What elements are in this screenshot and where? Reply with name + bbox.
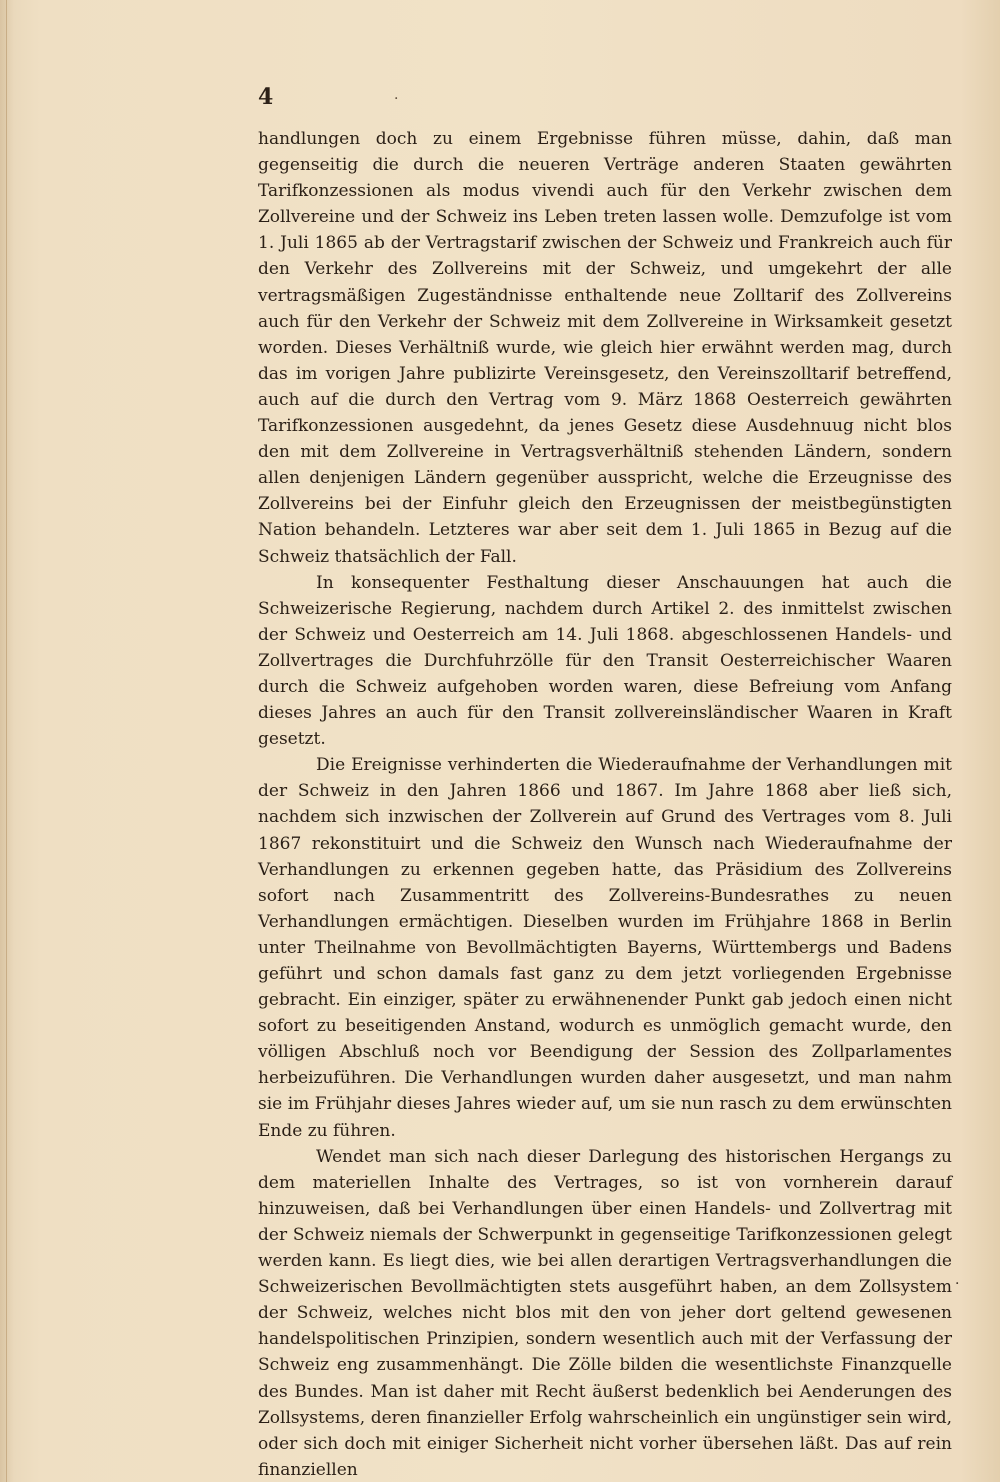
margin-mark: · bbox=[955, 1276, 960, 1292]
header-mark: · bbox=[394, 91, 399, 107]
body-text bbox=[258, 126, 952, 1482]
paragraph-3: Die Ereignisse verhinderten die Wiederaufnahme der Verhandlungen mit der Schweiz in den Jahren 1866 und 1867. Im Jahre 1868 aber ließ sich, nachdem sich inzwischen der Zollverein auf Grund des Vertrages vom 8. Juli 1867 rekonstituirt und die Schweiz den Wunsch nach Wiederaufnahme der Verhandlungen zu erkennen gegeben hatte, das Präsidium des Zollvereins sofort nach Zusammentritt des Zollvereins-Bundesrathes zu neuen Verhandlungen ermächtigen. Dieselben wurden im Frühjahre 1868 in Berlin unter Theilnahme von Bevollmächtigten Bayerns, Württembergs und Badens geführt und schon damals fast ganz zu dem jetzt vorliegenden Ergebnisse gebracht. Ein einziger, später zu erwähnenender Punkt gab jedoch einen nicht sofort zu beseitigenden Anstand, wodurch es unmöglich gemacht wurde, den völligen Abschluß noch vor Beendigung der Session des Zollparlamentes herbeizuführen. Die Verhandlungen wurden daher ausgesetzt, und man nahm sie im Frühjahr dieses Jahres wieder auf, um sie nun rasch zu dem erwünschten Ende zu führen. bbox=[258, 755, 952, 1141]
paragraph-2: In konsequenter Festhaltung dieser Anschauungen hat auch die Schweizerische Regierung, nachdem durch Artikel 2. des inmittelst zwischen der Schweiz und Oesterreich am 14. Juli 1868. abgeschlossenen Handels- und Zollvertrages die Durchfuhrzölle für den Transit Oesterreichischer Waaren durch die Schweiz aufgehoben worden waren, diese Befreiung vom Anfang dieses Jahres an auch für den Transit zollvereinsländischer Waaren in Kraft gesetzt. bbox=[258, 572, 952, 750]
paragraph-4: Wendet man sich nach dieser Darlegung des historischen Hergangs zu dem materiellen Inhalte des Vertrages, so ist von vornherein darauf hinzuweisen, daß bei Verhandlungen über einen Handels- und Zollvertrag mit der Schweiz niemals der Schwerpunkt in gegenseitige Tarifkonzessionen gelegt werden kann. Es liegt dies, wie bei allen derartigen Vertragsverhandlungen die Schweizerischen Bevollmächtigten stets ausgeführt haben, an dem Zollsystem der Schweiz, welches nicht blos mit den von jeher dort geltend gewesenen handelspolitischen Prinzipien, sondern wesentlich auch mit der Verfassung der Schweiz eng zusammenhängt. Die Zölle bilden die wesentlichste Finanzquelle des Bundes. Man ist daher mit Recht äußerst bedenklich bei Aenderungen des Zollsystems, deren finanzieller Erfolg wahrscheinlich ein ungünstiger sein wird, oder sich doch mit einiger Sicherheit nicht vorher übersehen läßt. Das auf rein finanziellen bbox=[258, 1146, 952, 1480]
paragraph-1: handlungen doch zu einem Ergebnisse führen müsse, dahin, daß man gegenseitig die durch die neueren Verträge anderen Staaten gewährten Tarifkonzessionen als modus vivendi auch für den Verkehr zwischen dem Zollvereine und der Schweiz ins Leben treten lassen wolle. Demzufolge ist vom 1. Juli 1865 ab der Vertragstarif zwischen der Schweiz und Frankreich auch für den Verkehr des Zollvereins mit der Schweiz, und umgekehrt der alle vertragsmäßigen Zugeständnisse enthaltende neue Zolltarif des Zollvereins auch für den Verkehr der Schweiz mit dem Zollvereine in Wirksamkeit gesetzt worden. Dieses Verhältniß wurde, wie gleich hier erwähnt werden mag, durch das im vorigen Jahre publizirte Vereinsgesetz, den Vereinszolltarif betreffend, auch auf die durch den Vertrag vom 9. März 1868 Oesterreich gewährten Tarifkonzessionen ausgedehnt, da jenes Gesetz diese Ausdehnuug nicht blos den mit dem Zollvereine in Vertragsverhältniß stehenden Ländern, sondern allen denjenigen Ländern gegenüber ausspricht, welche die Erzeugnisse des Zollvereins bei der Einfuhr gleich den Erzeugnissen der meistbegünstigten Nation behandeln. Letzteres war aber seit dem 1. Juli 1865 in Bezug auf die Schweiz thatsächlich der Fall. bbox=[258, 129, 952, 567]
page-edge-shadow bbox=[6, 0, 7, 1482]
page-number: 4 bbox=[258, 84, 274, 110]
